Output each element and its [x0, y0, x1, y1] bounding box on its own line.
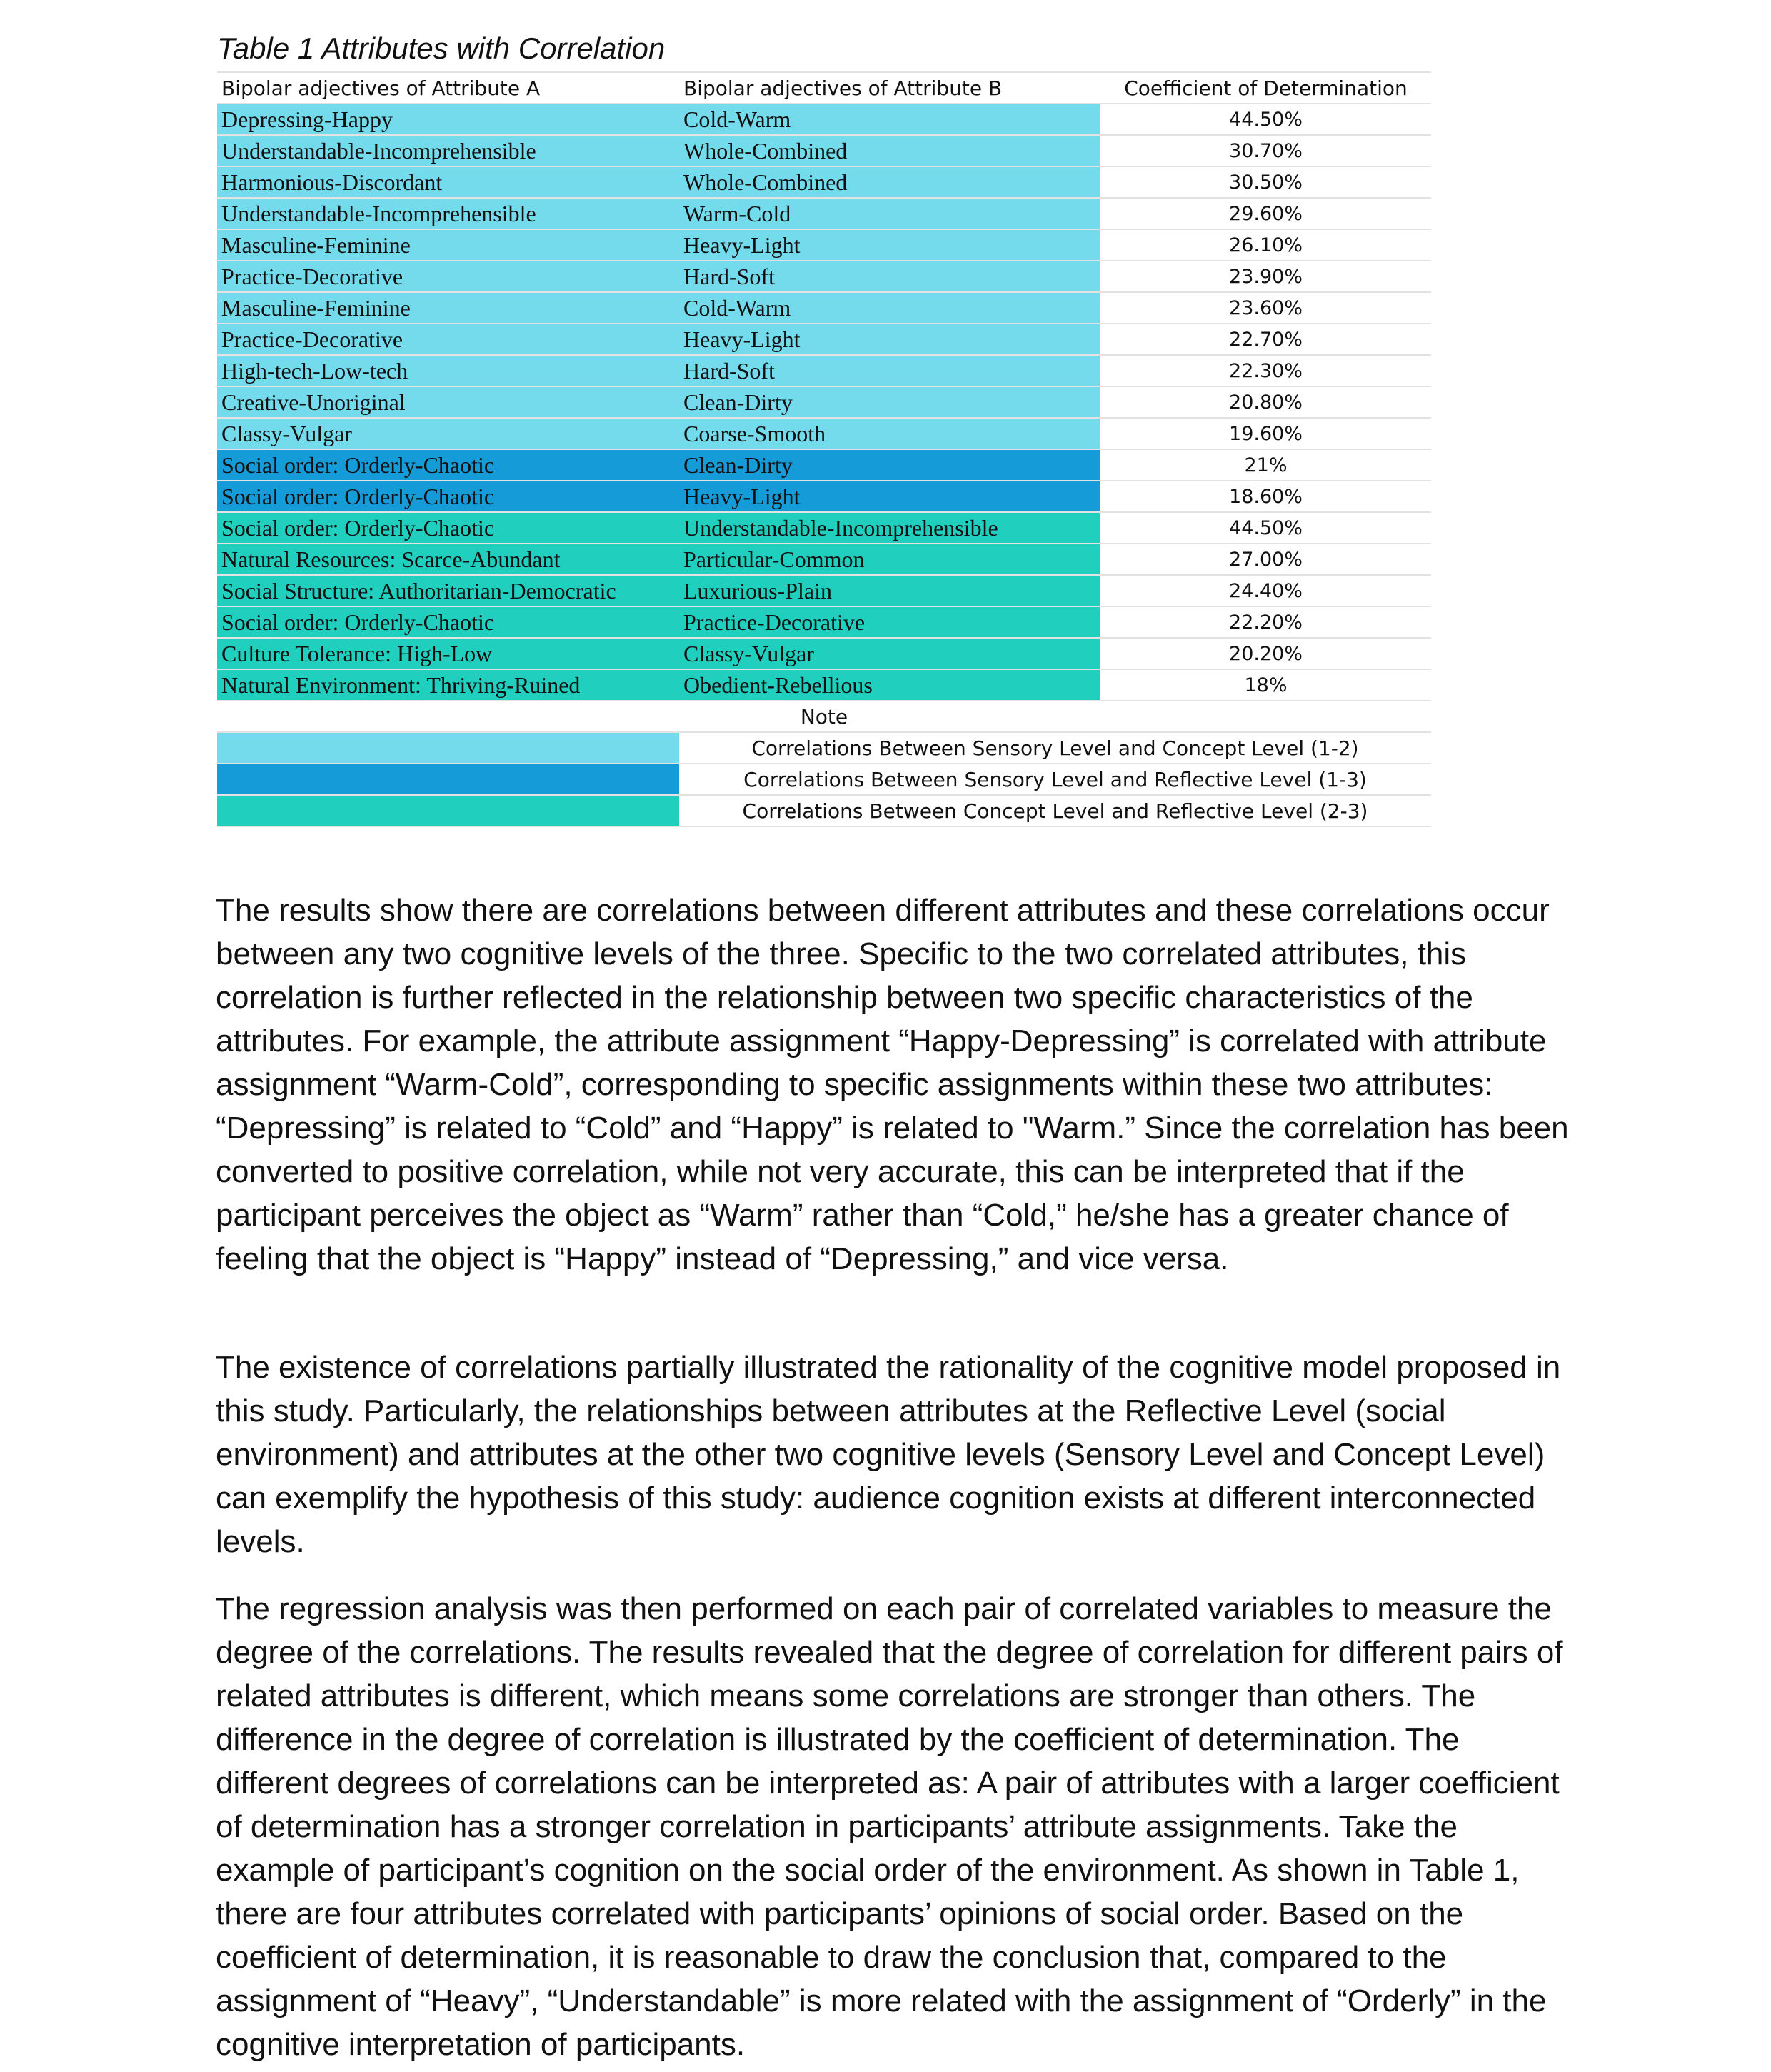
- attribute-b-cell: Whole-Combined: [679, 135, 1100, 166]
- note-row: [217, 701, 1431, 732]
- attribute-b-cell: Whole-Combined: [679, 166, 1100, 198]
- coefficient-cell: 19.60%: [1100, 418, 1431, 449]
- header-attribute-a: Bipolar adjectives of Attribute A: [217, 72, 679, 104]
- attribute-b-cell: Classy-Vulgar: [679, 638, 1100, 669]
- attribute-b-cell: Heavy-Light: [679, 481, 1100, 512]
- legend-row: [217, 732, 1431, 764]
- table-row: [217, 418, 1431, 449]
- attribute-a-cell: Understandable-Incomprehensible: [217, 198, 679, 229]
- note-label: Note: [217, 701, 1431, 732]
- coefficient-cell: 23.90%: [1100, 261, 1431, 292]
- coefficient-cell: 24.40%: [1100, 575, 1431, 606]
- coefficient-cell: 21%: [1100, 449, 1431, 481]
- attribute-b-cell: Coarse-Smooth: [679, 418, 1100, 449]
- table-row: [217, 606, 1431, 638]
- header-attribute-b: Bipolar adjectives of Attribute B: [679, 72, 1100, 104]
- table-header-row: [217, 72, 1431, 104]
- attribute-a-cell: Social order: Orderly-Chaotic: [217, 449, 679, 481]
- attribute-a-cell: Social Structure: Authoritarian-Democratic: [217, 575, 679, 606]
- coefficient-cell: 22.70%: [1100, 324, 1431, 355]
- table-caption: Table 1 Attributes with Correlation: [217, 31, 666, 65]
- attribute-b-cell: Cold-Warm: [679, 104, 1100, 135]
- legend-swatch-2-3: [217, 795, 679, 826]
- legend-row: [217, 795, 1431, 826]
- attribute-a-cell: Social order: Orderly-Chaotic: [217, 512, 679, 544]
- body-paragraph-1: The results show there are correlations between different attributes and these correlations occur between any two cognitive levels of the three. Specific to the two correlated attributes, this correlation is further reflected in the relationship between two specific characteristics of the attributes. For example, the attribute assignment “Happy-Depressing” is correlated with attribute assignment “Warm-Cold”, corresponding to specific assignments within these two attributes: “Depressing” is related to “Cold” and “Happy” is related to "Warm.” Since the correlation has been converted to positive correlation, while not very accurate, this can be interpreted that if the participant perceives the object as “Warm” rather than “Cold,” he/she has a greater chance of feeling that the object is “Happy” instead of “Depressing,” and vice versa.: [216, 893, 1569, 1276]
- attribute-a-cell: Understandable-Incomprehensible: [217, 135, 679, 166]
- attribute-a-cell: Natural Resources: Scarce-Abundant: [217, 544, 679, 575]
- attribute-a-cell: Natural Environment: Thriving-Ruined: [217, 669, 679, 701]
- table-row: [217, 512, 1431, 544]
- coefficient-cell: 22.20%: [1100, 606, 1431, 638]
- attribute-a-cell: Depressing-Happy: [217, 104, 679, 135]
- coefficient-cell: 44.50%: [1100, 104, 1431, 135]
- coefficient-cell: 18%: [1100, 669, 1431, 701]
- table-row: [217, 166, 1431, 198]
- coefficient-cell: 20.20%: [1100, 638, 1431, 669]
- coefficient-cell: 30.70%: [1100, 135, 1431, 166]
- table-row: [217, 575, 1431, 606]
- table-row: [217, 449, 1431, 481]
- attribute-b-cell: Particular-Common: [679, 544, 1100, 575]
- attribute-b-cell: Heavy-Light: [679, 324, 1100, 355]
- legend-swatch-1-3: [217, 764, 679, 795]
- attribute-a-cell: Culture Tolerance: High-Low: [217, 638, 679, 669]
- attribute-a-cell: Social order: Orderly-Chaotic: [217, 606, 679, 638]
- attribute-a-cell: High-tech-Low-tech: [217, 355, 679, 386]
- attribute-b-cell: Clean-Dirty: [679, 449, 1100, 481]
- legend-text: Correlations Between Sensory Level and Reflective Level (1-3): [679, 764, 1431, 795]
- attribute-b-cell: Heavy-Light: [679, 229, 1100, 261]
- coefficient-cell: 26.10%: [1100, 229, 1431, 261]
- attribute-a-cell: Masculine-Feminine: [217, 292, 679, 324]
- attribute-a-cell: Practice-Decorative: [217, 324, 679, 355]
- body-paragraph-3: The regression analysis was then performed on each pair of correlated variables to measure the degree of the correlations. The results revealed that the degree of correlation for different pairs of related attributes is different, which means some correlations are stronger than others. The difference in the degree of correlation is illustrated by the coefficient of determination. The different degrees of correlations can be interpreted as: A pair of attributes with a larger coefficient of determination has a stronger correlation in participants’ attribute assignments. Take the example of participant’s cognition on the social order of the environment. As shown in Table 1, there are four attributes correlated with participants’ opinions of social order. Based on the coefficient of determination, it is reasonable to draw the conclusion that, compared to the assignment of “Heavy”, “Understandable” is more related with the assignment of “Orderly” in the cognitive interpretation of participants.: [216, 1591, 1563, 2062]
- attribute-a-cell: Harmonious-Discordant: [217, 166, 679, 198]
- attribute-b-cell: Understandable-Incomprehensible: [679, 512, 1100, 544]
- legend-swatch-1-2: [217, 732, 679, 764]
- table-row: [217, 261, 1431, 292]
- attribute-b-cell: Hard-Soft: [679, 261, 1100, 292]
- coefficient-cell: 44.50%: [1100, 512, 1431, 544]
- attribute-b-cell: Clean-Dirty: [679, 386, 1100, 418]
- attribute-a-cell: Masculine-Feminine: [217, 229, 679, 261]
- table-row: [217, 355, 1431, 386]
- attribute-a-cell: Social order: Orderly-Chaotic: [217, 481, 679, 512]
- header-coefficient: Coefficient of Determination: [1100, 72, 1431, 104]
- table-row: [217, 292, 1431, 324]
- coefficient-cell: 27.00%: [1100, 544, 1431, 575]
- coefficient-cell: 23.60%: [1100, 292, 1431, 324]
- attributes-table: [217, 71, 1431, 827]
- body-paragraph-2: The existence of correlations partially illustrated the rationality of the cognitive model proposed in this study. Particularly, the relationships between attributes at the Reflective Level (social environment) and attributes at the other two cognitive levels (Sensory Level and Concept Level) can exemplify the hypothesis of this study: audience cognition exists at different interconnected levels.: [216, 1350, 1561, 1559]
- attribute-b-cell: Obedient-Rebellious: [679, 669, 1100, 701]
- attribute-b-cell: Practice-Decorative: [679, 606, 1100, 638]
- attribute-a-cell: Classy-Vulgar: [217, 418, 679, 449]
- legend-text: Correlations Between Concept Level and Reflective Level (2-3): [679, 795, 1431, 826]
- attribute-b-cell: Cold-Warm: [679, 292, 1100, 324]
- table-row: [217, 638, 1431, 669]
- attribute-a-cell: Creative-Unoriginal: [217, 386, 679, 418]
- table-row: [217, 324, 1431, 355]
- legend-text: Correlations Between Sensory Level and Concept Level (1-2): [679, 732, 1431, 764]
- coefficient-cell: 18.60%: [1100, 481, 1431, 512]
- attribute-a-cell: Practice-Decorative: [217, 261, 679, 292]
- table-row: [217, 386, 1431, 418]
- legend-row: [217, 764, 1431, 795]
- coefficient-cell: 22.30%: [1100, 355, 1431, 386]
- table-row: [217, 481, 1431, 512]
- attribute-b-cell: Luxurious-Plain: [679, 575, 1100, 606]
- coefficient-cell: 20.80%: [1100, 386, 1431, 418]
- table-row: [217, 198, 1431, 229]
- table-row: [217, 544, 1431, 575]
- table-row: [217, 669, 1431, 701]
- table-row: [217, 229, 1431, 261]
- attribute-b-cell: Warm-Cold: [679, 198, 1100, 229]
- table-row: [217, 135, 1431, 166]
- attribute-b-cell: Hard-Soft: [679, 355, 1100, 386]
- table-row: [217, 104, 1431, 135]
- coefficient-cell: 29.60%: [1100, 198, 1431, 229]
- coefficient-cell: 30.50%: [1100, 166, 1431, 198]
